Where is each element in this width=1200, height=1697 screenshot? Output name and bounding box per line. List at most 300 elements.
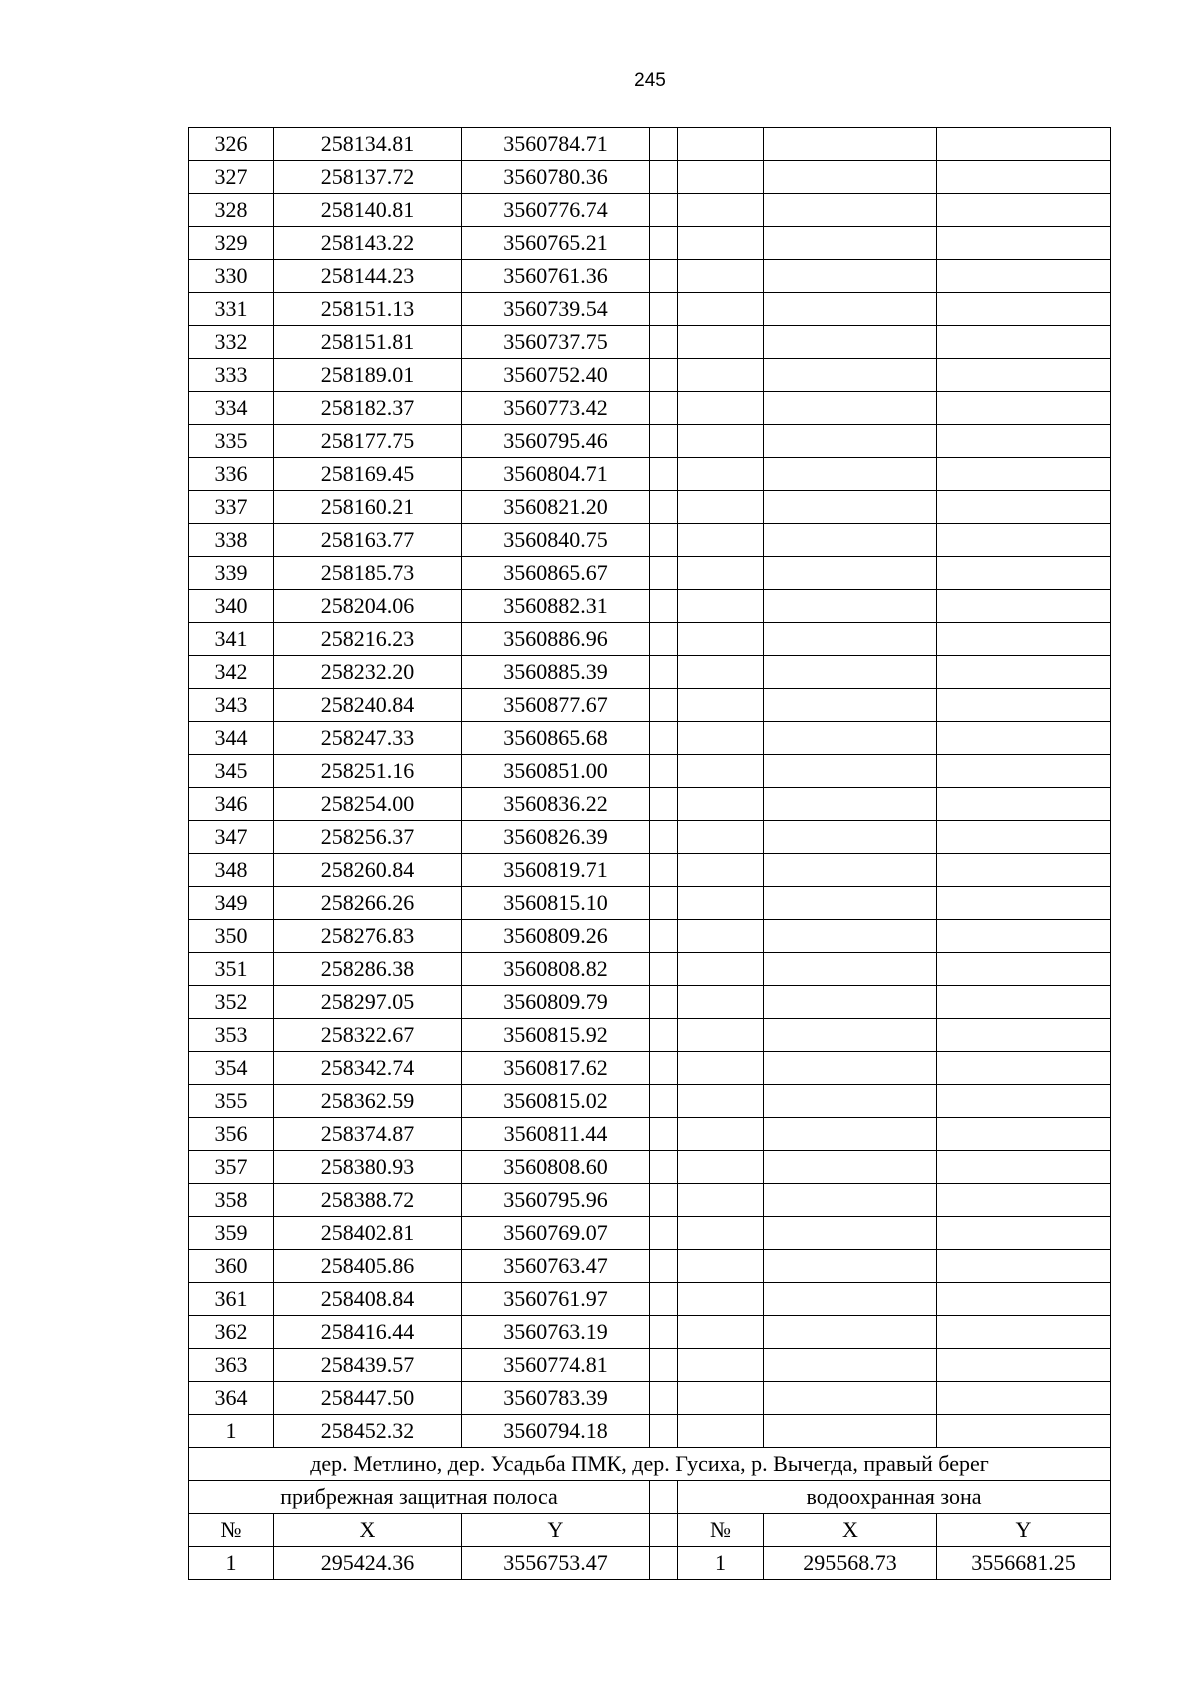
table-row (189, 590, 1111, 623)
point-number: 329 (189, 227, 274, 260)
y-value: 3560886.96 (462, 623, 650, 656)
y-value: 3560763.47 (462, 1250, 650, 1283)
empty-cell (650, 359, 678, 392)
x-value: 258416.44 (274, 1316, 462, 1349)
empty-cell (937, 656, 1111, 689)
y-value: 3560815.10 (462, 887, 650, 920)
empty-cell (678, 359, 764, 392)
coastal-strip-title: прибрежная защитная полоса (189, 1481, 650, 1514)
empty-cell (937, 590, 1111, 623)
empty-cell (937, 524, 1111, 557)
y-value: 3560865.68 (462, 722, 650, 755)
empty-cell (764, 1052, 937, 1085)
y-value: 3560737.75 (462, 326, 650, 359)
empty-cell (678, 821, 764, 854)
empty-cell (764, 194, 937, 227)
empty-cell (678, 1052, 764, 1085)
column-header-row (189, 1514, 1111, 1547)
empty-cell (678, 425, 764, 458)
point-number: 349 (189, 887, 274, 920)
y-value: 3560815.92 (462, 1019, 650, 1052)
empty-cell (650, 986, 678, 1019)
y-value: 3560761.97 (462, 1283, 650, 1316)
empty-cell (650, 1118, 678, 1151)
x-value: 258362.59 (274, 1085, 462, 1118)
y-value: 3560809.79 (462, 986, 650, 1019)
left-point-number: 1 (189, 1547, 274, 1580)
empty-cell (764, 722, 937, 755)
empty-cell (937, 1052, 1111, 1085)
y-value: 3560809.26 (462, 920, 650, 953)
empty-cell (678, 590, 764, 623)
table-row (189, 1118, 1111, 1151)
table-row (189, 920, 1111, 953)
point-number: 356 (189, 1118, 274, 1151)
y-value: 3560763.19 (462, 1316, 650, 1349)
empty-cell (937, 1382, 1111, 1415)
x-value: 258143.22 (274, 227, 462, 260)
table-row (189, 293, 1111, 326)
table-row (189, 689, 1111, 722)
point-number: 340 (189, 590, 274, 623)
empty-cell (764, 755, 937, 788)
empty-cell (650, 920, 678, 953)
table-row (189, 1349, 1111, 1382)
empty-cell (764, 854, 937, 887)
table-row (189, 1184, 1111, 1217)
table-row (189, 1019, 1111, 1052)
empty-cell (937, 788, 1111, 821)
left-x-value: 295424.36 (274, 1547, 462, 1580)
table-row (189, 1052, 1111, 1085)
left-num-header: № (189, 1514, 274, 1547)
empty-cell (678, 260, 764, 293)
empty-cell (678, 656, 764, 689)
y-value: 3560821.20 (462, 491, 650, 524)
empty-cell (937, 1316, 1111, 1349)
empty-cell (650, 194, 678, 227)
table-row (189, 1085, 1111, 1118)
empty-cell (678, 326, 764, 359)
y-value: 3560776.74 (462, 194, 650, 227)
point-number: 326 (189, 128, 274, 161)
point-number: 339 (189, 557, 274, 590)
table-row (189, 359, 1111, 392)
table-row (189, 227, 1111, 260)
point-number: 336 (189, 458, 274, 491)
point-number: 332 (189, 326, 274, 359)
empty-cell (678, 1250, 764, 1283)
y-value: 3560783.39 (462, 1382, 650, 1415)
empty-cell (678, 1382, 764, 1415)
empty-cell (650, 1316, 678, 1349)
empty-cell (764, 1184, 937, 1217)
empty-cell (937, 161, 1111, 194)
x-value: 258151.81 (274, 326, 462, 359)
point-number: 333 (189, 359, 274, 392)
x-value: 258388.72 (274, 1184, 462, 1217)
empty-cell (937, 1349, 1111, 1382)
table-row (189, 194, 1111, 227)
empty-cell (764, 293, 937, 326)
empty-cell (937, 722, 1111, 755)
section-title-row (189, 1448, 1111, 1481)
point-number: 338 (189, 524, 274, 557)
x-value: 258247.33 (274, 722, 462, 755)
empty-cell (764, 1250, 937, 1283)
y-value: 3560752.40 (462, 359, 650, 392)
point-number: 331 (189, 293, 274, 326)
x-value: 258380.93 (274, 1151, 462, 1184)
y-value: 3560885.39 (462, 656, 650, 689)
y-value: 3560811.44 (462, 1118, 650, 1151)
empty-cell (650, 623, 678, 656)
y-value: 3560819.71 (462, 854, 650, 887)
x-value: 258151.13 (274, 293, 462, 326)
empty-cell (937, 887, 1111, 920)
empty-cell (937, 1250, 1111, 1283)
x-value: 258251.16 (274, 755, 462, 788)
empty-cell (764, 1415, 937, 1448)
table-row (189, 788, 1111, 821)
x-value: 258254.00 (274, 788, 462, 821)
table-row (189, 1382, 1111, 1415)
empty-cell (678, 920, 764, 953)
right-y-header: Y (937, 1514, 1111, 1547)
empty-cell (764, 656, 937, 689)
empty-cell (937, 392, 1111, 425)
empty-cell (650, 1250, 678, 1283)
y-value: 3560840.75 (462, 524, 650, 557)
empty-cell (764, 1085, 937, 1118)
table-row (189, 557, 1111, 590)
empty-cell (764, 491, 937, 524)
x-value: 258374.87 (274, 1118, 462, 1151)
y-value: 3560773.42 (462, 392, 650, 425)
empty-cell (678, 953, 764, 986)
empty-cell (650, 788, 678, 821)
section-title: дер. Метлино, дер. Усадьба ПМК, дер. Гусиха, р. Вычегда, правый берег (189, 1448, 1111, 1481)
table-row (189, 1217, 1111, 1250)
empty-cell (678, 491, 764, 524)
right-x-value: 295568.73 (764, 1547, 937, 1580)
empty-cell (764, 590, 937, 623)
point-number: 335 (189, 425, 274, 458)
empty-cell (678, 788, 764, 821)
right-y-value: 3556681.25 (937, 1547, 1111, 1580)
empty-cell (678, 887, 764, 920)
empty-cell (764, 458, 937, 491)
empty-cell (764, 1283, 937, 1316)
empty-cell (650, 722, 678, 755)
empty-cell (764, 425, 937, 458)
empty-cell (650, 1415, 678, 1448)
empty-cell (937, 326, 1111, 359)
table-row (189, 260, 1111, 293)
empty-cell (678, 1415, 764, 1448)
y-value: 3560794.18 (462, 1415, 650, 1448)
right-point-number: 1 (678, 1547, 764, 1580)
subsection-title-row (189, 1481, 1111, 1514)
empty-cell (650, 326, 678, 359)
x-value: 258232.20 (274, 656, 462, 689)
empty-cell (937, 1184, 1111, 1217)
empty-cell (937, 1151, 1111, 1184)
spacer-cell (650, 1514, 678, 1547)
table-row (189, 623, 1111, 656)
point-number: 363 (189, 1349, 274, 1382)
x-value: 258408.84 (274, 1283, 462, 1316)
empty-cell (650, 1184, 678, 1217)
empty-cell (678, 1118, 764, 1151)
empty-cell (650, 491, 678, 524)
x-value: 258402.81 (274, 1217, 462, 1250)
y-value: 3560769.07 (462, 1217, 650, 1250)
y-value: 3560877.67 (462, 689, 650, 722)
x-value: 258266.26 (274, 887, 462, 920)
empty-cell (678, 623, 764, 656)
empty-cell (764, 920, 937, 953)
y-value: 3560739.54 (462, 293, 650, 326)
y-value: 3560780.36 (462, 161, 650, 194)
empty-cell (937, 854, 1111, 887)
empty-cell (650, 689, 678, 722)
water-zone-title: водоохранная зона (678, 1481, 1111, 1514)
point-number: 351 (189, 953, 274, 986)
empty-cell (650, 1019, 678, 1052)
y-value: 3560865.67 (462, 557, 650, 590)
point-number: 341 (189, 623, 274, 656)
spacer-cell (650, 1481, 678, 1514)
empty-cell (764, 557, 937, 590)
empty-cell (650, 1085, 678, 1118)
empty-cell (937, 623, 1111, 656)
empty-cell (764, 689, 937, 722)
y-value: 3560795.96 (462, 1184, 650, 1217)
empty-cell (678, 689, 764, 722)
table-row (189, 1547, 1111, 1580)
empty-cell (678, 161, 764, 194)
empty-cell (678, 458, 764, 491)
y-value: 3560761.36 (462, 260, 650, 293)
empty-cell (678, 392, 764, 425)
empty-cell (937, 1019, 1111, 1052)
point-number: 342 (189, 656, 274, 689)
point-number: 362 (189, 1316, 274, 1349)
empty-cell (650, 953, 678, 986)
empty-cell (678, 1316, 764, 1349)
empty-cell (678, 227, 764, 260)
empty-cell (764, 260, 937, 293)
x-value: 258216.23 (274, 623, 462, 656)
y-value: 3560882.31 (462, 590, 650, 623)
y-value: 3560804.71 (462, 458, 650, 491)
empty-cell (937, 128, 1111, 161)
point-number: 347 (189, 821, 274, 854)
empty-cell (650, 1382, 678, 1415)
empty-cell (650, 557, 678, 590)
y-value: 3560815.02 (462, 1085, 650, 1118)
left-y-value: 3556753.47 (462, 1547, 650, 1580)
x-value: 258137.72 (274, 161, 462, 194)
x-value: 258439.57 (274, 1349, 462, 1382)
y-value: 3560795.46 (462, 425, 650, 458)
table-row (189, 1151, 1111, 1184)
empty-cell (764, 986, 937, 1019)
empty-cell (764, 1019, 937, 1052)
y-value: 3560808.82 (462, 953, 650, 986)
table-row (189, 986, 1111, 1019)
empty-cell (764, 326, 937, 359)
empty-cell (678, 1217, 764, 1250)
y-value: 3560836.22 (462, 788, 650, 821)
empty-cell (650, 293, 678, 326)
empty-cell (650, 1349, 678, 1382)
empty-cell (937, 194, 1111, 227)
y-value: 3560817.62 (462, 1052, 650, 1085)
empty-cell (650, 854, 678, 887)
empty-cell (678, 722, 764, 755)
table-row (189, 1316, 1111, 1349)
empty-cell (678, 986, 764, 1019)
x-value: 258322.67 (274, 1019, 462, 1052)
x-value: 258452.32 (274, 1415, 462, 1448)
x-value: 258204.06 (274, 590, 462, 623)
empty-cell (937, 1415, 1111, 1448)
page-number: 245 (634, 70, 666, 91)
empty-cell (764, 161, 937, 194)
x-value: 258240.84 (274, 689, 462, 722)
empty-cell (764, 887, 937, 920)
point-number: 352 (189, 986, 274, 1019)
empty-cell (937, 458, 1111, 491)
x-value: 258276.83 (274, 920, 462, 953)
x-value: 258260.84 (274, 854, 462, 887)
empty-cell (764, 788, 937, 821)
point-number: 334 (189, 392, 274, 425)
empty-cell (764, 1151, 937, 1184)
empty-cell (764, 128, 937, 161)
table-row (189, 524, 1111, 557)
x-value: 258297.05 (274, 986, 462, 1019)
point-number: 355 (189, 1085, 274, 1118)
empty-cell (678, 1283, 764, 1316)
empty-cell (937, 821, 1111, 854)
empty-cell (764, 392, 937, 425)
empty-cell (937, 1085, 1111, 1118)
empty-cell (678, 1085, 764, 1118)
empty-cell (650, 821, 678, 854)
table-row (189, 458, 1111, 491)
empty-cell (650, 227, 678, 260)
empty-cell (678, 1349, 764, 1382)
table-row (189, 425, 1111, 458)
table-row (189, 656, 1111, 689)
empty-cell (937, 557, 1111, 590)
table-row (189, 161, 1111, 194)
table-row (189, 755, 1111, 788)
x-value: 258160.21 (274, 491, 462, 524)
point-number: 345 (189, 755, 274, 788)
empty-cell (678, 557, 764, 590)
empty-cell (937, 755, 1111, 788)
empty-cell (650, 590, 678, 623)
table-row (189, 1415, 1111, 1448)
empty-cell (650, 128, 678, 161)
point-number: 346 (189, 788, 274, 821)
empty-cell (650, 161, 678, 194)
table-row (189, 128, 1111, 161)
point-number: 328 (189, 194, 274, 227)
empty-cell (937, 689, 1111, 722)
empty-cell (764, 1316, 937, 1349)
empty-cell (764, 1118, 937, 1151)
x-value: 258182.37 (274, 392, 462, 425)
empty-cell (764, 1217, 937, 1250)
point-number: 327 (189, 161, 274, 194)
empty-cell (764, 1382, 937, 1415)
right-num-header: № (678, 1514, 764, 1547)
table-row (189, 392, 1111, 425)
point-number: 357 (189, 1151, 274, 1184)
table-row (189, 722, 1111, 755)
empty-cell (650, 887, 678, 920)
empty-cell (650, 425, 678, 458)
y-value: 3560808.60 (462, 1151, 650, 1184)
y-value: 3560784.71 (462, 128, 650, 161)
point-number: 358 (189, 1184, 274, 1217)
point-number: 353 (189, 1019, 274, 1052)
empty-cell (678, 1184, 764, 1217)
empty-cell (650, 1283, 678, 1316)
point-number: 359 (189, 1217, 274, 1250)
table-row (189, 854, 1111, 887)
empty-cell (937, 491, 1111, 524)
point-number: 354 (189, 1052, 274, 1085)
right-x-header: X (764, 1514, 937, 1547)
empty-cell (650, 1151, 678, 1184)
empty-cell (678, 128, 764, 161)
table-row (189, 887, 1111, 920)
point-number: 350 (189, 920, 274, 953)
table-row (189, 1283, 1111, 1316)
empty-cell (678, 194, 764, 227)
point-number: 344 (189, 722, 274, 755)
empty-cell (650, 1052, 678, 1085)
empty-cell (764, 227, 937, 260)
empty-cell (650, 392, 678, 425)
x-value: 258144.23 (274, 260, 462, 293)
y-value: 3560851.00 (462, 755, 650, 788)
table-row (189, 1250, 1111, 1283)
empty-cell (678, 854, 764, 887)
table-row (189, 953, 1111, 986)
x-value: 258405.86 (274, 1250, 462, 1283)
x-value: 258189.01 (274, 359, 462, 392)
empty-cell (650, 755, 678, 788)
point-number: 364 (189, 1382, 274, 1415)
empty-cell (650, 1217, 678, 1250)
empty-cell (937, 359, 1111, 392)
empty-cell (937, 1217, 1111, 1250)
point-number: 337 (189, 491, 274, 524)
x-value: 258342.74 (274, 1052, 462, 1085)
empty-cell (764, 359, 937, 392)
empty-cell (764, 953, 937, 986)
empty-cell (764, 1349, 937, 1382)
x-value: 258185.73 (274, 557, 462, 590)
empty-cell (937, 260, 1111, 293)
